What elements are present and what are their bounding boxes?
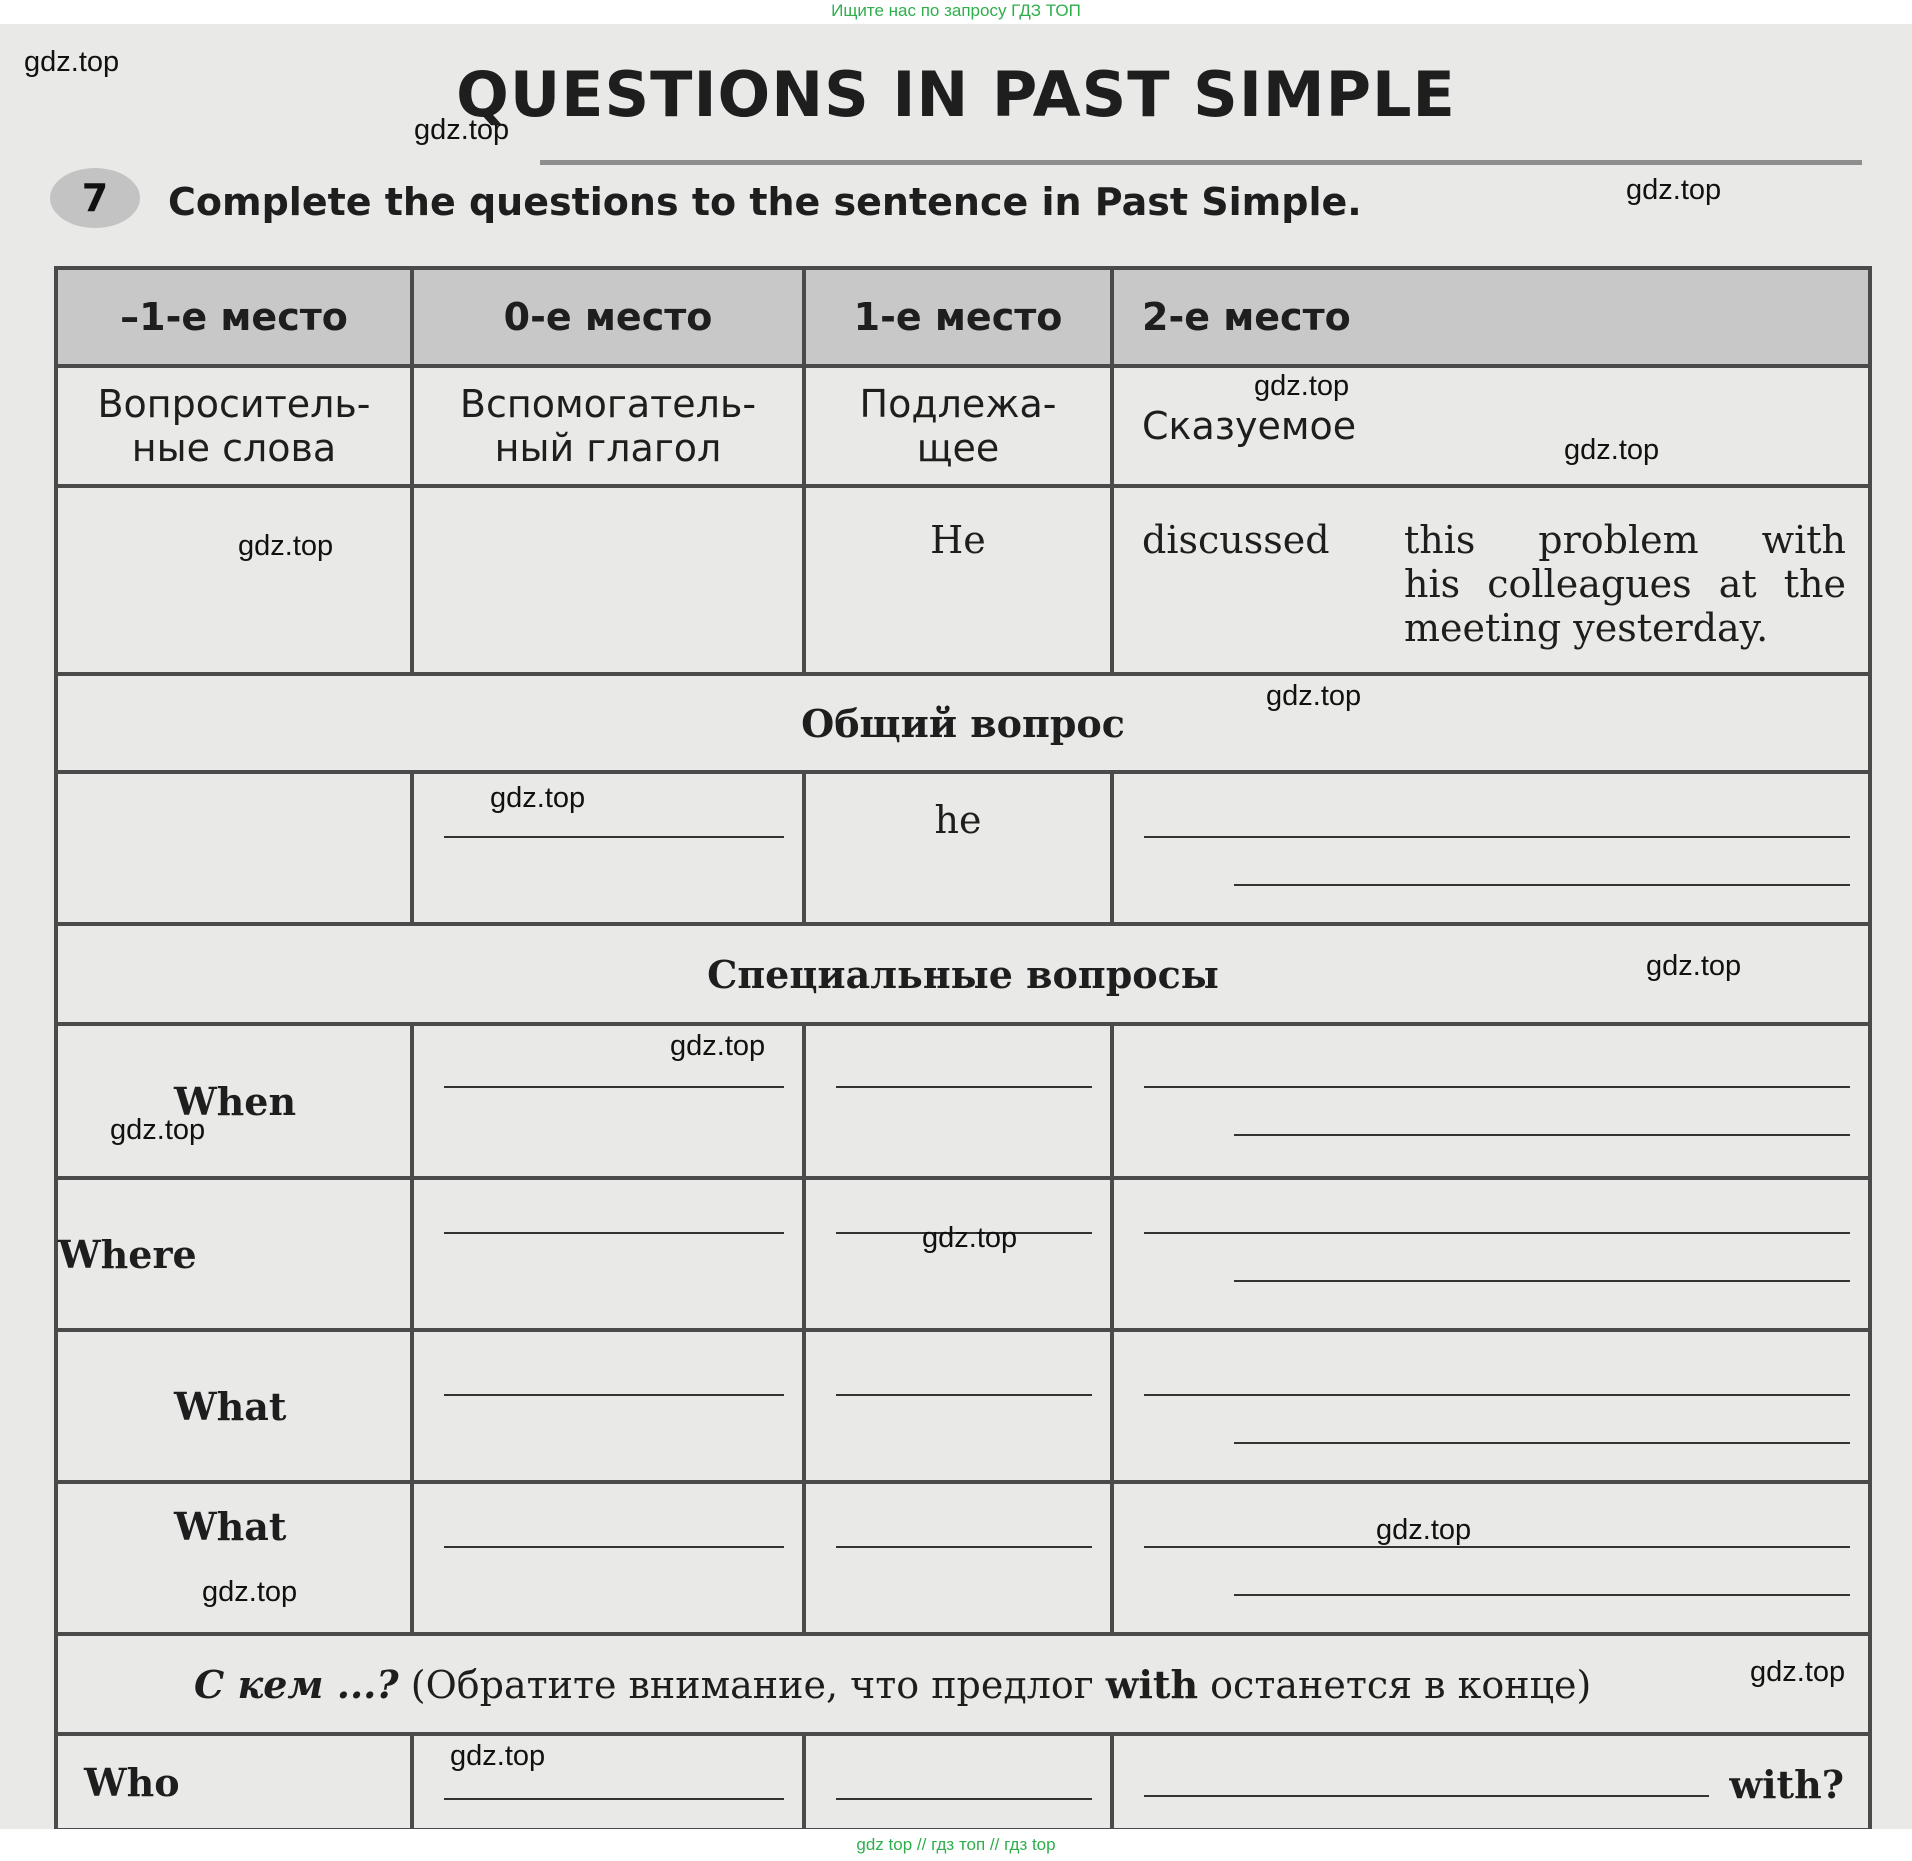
special-questions-heading: Специальные вопросы bbox=[56, 924, 1870, 1024]
subheader-auxiliary: Вспомогатель- ный глагол bbox=[412, 366, 804, 486]
answer-blank-predicate-1[interactable] bbox=[1144, 836, 1850, 838]
header-one: 1-е место bbox=[804, 268, 1112, 366]
bottom-footer[interactable]: gdz top // гдз топ // гдз top bbox=[0, 1829, 1912, 1861]
answer-blank-auxiliary[interactable] bbox=[444, 1086, 784, 1088]
subheader-row bbox=[56, 366, 1870, 486]
watermark: gdz.top bbox=[922, 1222, 1018, 1254]
general-question-heading: Общий вопрос bbox=[56, 674, 1870, 772]
special-question-row-what-2 bbox=[56, 1482, 1870, 1634]
watermark: gdz.top bbox=[414, 114, 510, 146]
answer-blank-predicate-1[interactable] bbox=[1144, 1394, 1850, 1396]
who-question-row bbox=[56, 1734, 1870, 1830]
answer-blank-auxiliary[interactable] bbox=[444, 836, 784, 838]
answer-blank-auxiliary[interactable] bbox=[444, 1798, 784, 1800]
special-question-row-what-1 bbox=[56, 1330, 1870, 1482]
answer-blank-predicate-1[interactable] bbox=[1144, 1546, 1850, 1548]
watermark: gdz.top bbox=[110, 1114, 206, 1146]
answer-blank-auxiliary[interactable] bbox=[444, 1394, 784, 1396]
question-word-what: What bbox=[56, 1330, 412, 1482]
special-question-row-when bbox=[56, 1024, 1870, 1178]
watermark: gdz.top bbox=[1646, 950, 1742, 982]
question-word-where: Where bbox=[56, 1178, 412, 1330]
watermark: gdz.top bbox=[1266, 680, 1362, 712]
answer-blank-subject[interactable] bbox=[836, 1798, 1092, 1800]
answer-blank-predicate-2[interactable] bbox=[1234, 1442, 1850, 1444]
exercise-instruction: Complete the questions to the sentence in Past Simple. bbox=[168, 180, 1362, 224]
example-verb: discussed bbox=[1142, 518, 1330, 562]
watermark: gdz.top bbox=[1626, 174, 1722, 206]
watermark: gdz.top bbox=[238, 530, 334, 562]
answer-blank-predicate-2[interactable] bbox=[1234, 1280, 1850, 1282]
answer-blank-subject[interactable] bbox=[836, 1546, 1092, 1548]
question-word-when: When bbox=[56, 1024, 412, 1178]
general-question-heading-row bbox=[56, 674, 1870, 772]
subheader-predicate: Сказуемое bbox=[1112, 366, 1870, 486]
subheader-question-words: Вопроситель- ные слова bbox=[56, 366, 412, 486]
title-divider bbox=[540, 160, 1862, 165]
header-row bbox=[56, 268, 1870, 366]
example-subject: He bbox=[804, 486, 1112, 674]
watermark: gdz.top bbox=[670, 1030, 766, 1062]
answer-blank-predicate-2[interactable] bbox=[1234, 1134, 1850, 1136]
watermark: gdz.top bbox=[202, 1576, 298, 1608]
exercise-number-badge: 7 bbox=[50, 168, 140, 228]
with-ending: with? bbox=[1729, 1762, 1844, 1807]
special-questions-heading-row bbox=[56, 924, 1870, 1024]
example-predicate: discussed this problem with his colleagues at the meeting yesterday. bbox=[1112, 486, 1870, 674]
example-row bbox=[56, 486, 1870, 674]
answer-blank-predicate-1[interactable] bbox=[1144, 1232, 1850, 1234]
watermark: gdz.top bbox=[1376, 1514, 1472, 1546]
subheader-subject: Подлежа- щее bbox=[804, 366, 1112, 486]
answer-blank-subject[interactable] bbox=[836, 1394, 1092, 1396]
answer-blank-predicate-1[interactable] bbox=[1144, 1086, 1850, 1088]
header-two: 2-е место bbox=[1112, 268, 1870, 366]
answer-blank-subject[interactable] bbox=[836, 1086, 1092, 1088]
question-word-what: What bbox=[56, 1482, 412, 1634]
questions-table bbox=[54, 266, 1872, 1832]
watermark: gdz.top bbox=[450, 1740, 546, 1772]
answer-blank-auxiliary[interactable] bbox=[444, 1232, 784, 1234]
answer-blank-predicate-2[interactable] bbox=[1234, 1594, 1850, 1596]
watermark: gdz.top bbox=[24, 46, 120, 78]
watermark: gdz.top bbox=[1564, 434, 1660, 466]
header-zero: 0-е место bbox=[412, 268, 804, 366]
page-title: QUESTIONS IN PAST SIMPLE bbox=[456, 58, 1456, 131]
watermark: gdz.top bbox=[1254, 370, 1350, 402]
answer-blank-predicate-2[interactable] bbox=[1234, 884, 1850, 886]
general-question-row bbox=[56, 772, 1870, 924]
who-heading: С кем ...? (Обратите внимание, что предлог with останется в конце) bbox=[56, 1634, 1870, 1734]
answer-blank-auxiliary[interactable] bbox=[444, 1546, 784, 1548]
header-minus-one: –1-е место bbox=[56, 268, 412, 366]
who-heading-row bbox=[56, 1634, 1870, 1734]
watermark: gdz.top bbox=[490, 782, 586, 814]
top-banner[interactable]: Ищите нас по запросу ГДЗ ТОП bbox=[0, 0, 1912, 24]
watermark: gdz.top bbox=[1750, 1656, 1846, 1688]
question-word-who: Who bbox=[56, 1734, 412, 1830]
answer-blank-predicate[interactable] bbox=[1144, 1795, 1709, 1797]
general-question-subject: he bbox=[804, 772, 1112, 924]
